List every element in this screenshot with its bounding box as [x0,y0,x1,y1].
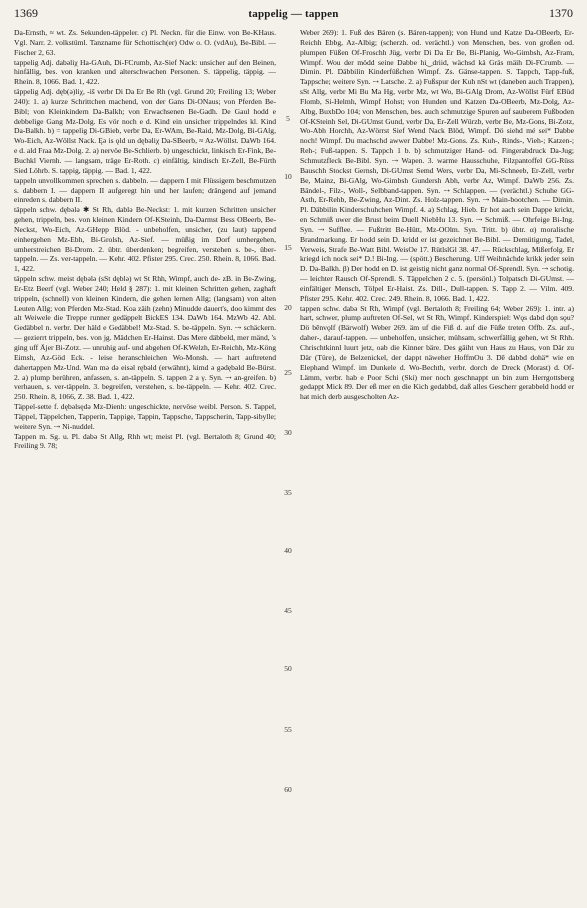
page-number-left: 1369 [14,6,38,20]
line-number: 60 [284,785,292,794]
line-number: 45 [284,606,292,615]
line-number: 20 [284,303,292,312]
entry-paragraph: täppelig Adj. dęb(ə)liχ, -iš verbr Di Da Er Be Rh (vgl. Grund 20; Freiling 13; Weber 240): 1. a) kurze Schrittchen machend, von der Gans Di-ONaus; von Pferden Be-Bibl; von Kleinkindern Da-Balkh; von Erwachsenen Be-Gadh. De Gaul hodd e debbelige Gang Mz-Dolg. Es vör noch e d. Kind ein unsicher trippelndes kl. Kind Da-Balkh. b) = tappelig Di-GBieb, verbr Da, Er-WAm, Be-Raid, Mz-Dolg, Bi-GAlg, Wo-Eich, Az-Wöllst Nack. Ęə is ǫld un dębəliχ Da-SBeerb, ≈ Az-Wöllst. DaWb 164. e d. ald Fraa Mz-Dolg. 2. a) nervöe Be-Schlierb. b) ungeschickt, linkisch Er-Fink, Be-Buchkl Viernh. — langsam, träge Er-Roth. c) einfältig, kindisch Er-Zell, Be-Fürth Sied Löhrb. S. tappig, täppig. — Bad. 1, 422. [14,87,276,175]
running-title: tappelig — tappen [248,8,339,20]
line-number: 55 [284,725,292,734]
line-number: 40 [284,546,292,555]
page-header [14,6,573,24]
entry-paragraph: Weber 269): 1. Fuß des Bären (s. Bären-tappen); von Hund und Katze Da-OBeerb, Er-Reichh Ebbg, Az-Albig; (scherzh. od. verächtl.) von Menschen, bes. von großen od. plumpen Füßen Of-Froschh Jüg, verbr Di Da Er Be, Bi-Planig, Wo-Gimbsh, Az-Fram, Wimpf. Wou der mödd seine Dabbe hi‿driid, wächsd kä Gräs mäih Di-FCrumb. — Dimin. Pl. Däbbilin Kinderfüßchen Wimpf. Zs. Gänse-tappen. S. Tappch, Tapp-fuß, Tappsche; weitere Syn. ⇢ Latsche. 2. a) Fußspur der Kuh nSt wt (daneben auch Trappen), sSt Allg, verbr Mi Bu Ma Hg, verbr Mz, wt Wo, Bi-GAlg Drom, Az-Wöllst Fürf EBüd Flomb, Si-Helmh, Wimpf Hohst; von Hunden und Katzen Da-OBeerb, Mz-Dolg, Az-Albg, BuxbDo 104; von Menschen, bes. auch schmutzige Spuren auf sauberem Fußboden Of-KSteinh Sel, Di-GUmst Gund, verbr Da, Er-Zell Würzb, verbr Be, Mz-Gons, Bi-Zotz, Wo-Abh Horchh, Az-Wörrst Sief Wend Nack Blöd, Wimpf. Dö siehd mé sei* Dabbe noch! Wimpf. Du machschd awwer Dabbe! Mz-Gons. Zs. Kuh-, Rinds-, Vieh-; Katzen-; Reh-; Fuß-tappen. S. Tappch 1 b. b) schmutziger Hand- od. Fingerabdruck Da-Jug; Schmutzfleck Be-Bibl. Syn. ⇢ Wapen. 3. warme Hausschuhe, Filzpantoffel GG-Rüss Bauschh Stockst Gernsh, Di-GUmst Semd Wers, verbr Da, Mi-Schneeb, Er-Zell, verbr Be, Mainz, Bi-GAlg, Wo-Gimbsh Gundersh Abh, verbr Az, Wimpf. DaWb 256. Zs. Bändel-, Filz-, Woll-, Selbband-tappen. Syn. ⇢ Schlappen. — (verächtl.) Schuhe GG-Asth, Er-Rehb, Be-Zwing, Az-Dint. Zs. Holz-tappen. Syn. ⇢ Main-bootchen. — Dimin. Pl. Däbbilin Kinderschuhchen Wimpf. 4. a) Schlag, Hieb. Er hot aach sein Dappe krickt, en Schmiß uwer die Brust beim Duell NiebHu 13. Syn. ⇢ Schmiß. — Ohrfeige Bi-Ing. Syn. ⇢ Sufflee. — Fußtritt Be-Hütt, Mz-OOlm. Syn. Tritt. b) übtr. α) moralische Brandmarkung. Er hodd sein D. kridd er ist gezeichnet Be-Bibl. — Demütigung, Tadel, Verweis, Strafe Be-Watt Bibl. WeisOe 17. RütlslGl 38. 47. — Rückschlag, Mißerfolg. Er kriegd ich nock sei* D.! Bi-Ing. — (spött.) Bescherung. Uff Weihnächde krikk jeder sein D. Da-Balkh. β) Der hodd en D. ist geistig nicht ganz normal Of-Sprendl. Syn. ⇢ schotig. — leichter Rausch Of-Sprendl. S. Täppelchen 2 c. 5. (persönl.) Tolpatsch Di-GUmst. — einfältiger Mensch, Tölpel Er-Haist. Zs. Dill-, Dull-tappen. S. Tapp 2. — Vilm. 409. Pfister 295. Kehr. 402. Crec. 249. Rhein. 8, 1066. Bad. 1, 422. [300,28,574,303]
entry-paragraph: tappeln unvollkommen sprechen s. dabbeln. — dappern I mit Flüssigem beschmutzen s. dabbern I. — dappern II aufgeregt hin und her laufen; drängend auf jemand einreden s. dabbern II. [14,175,276,205]
line-number: 30 [284,428,292,437]
line-number: 35 [284,488,292,497]
entry-paragraph: tappelig Adj. dabəliχ Ha-GAuh, Di-FCrumb, Az-Sief Nack: unsicher auf den Beinen, hinfällig, bes. von kranken und alterschwachen Personen. S. täppelig, täppig. — Rhein. 8, 1066. Bad. 1, 422. [14,57,276,87]
left-column [14,28,276,900]
line-number: 25 [284,368,292,377]
line-number: 5 [286,114,290,123]
line-number: 15 [284,243,292,252]
page-number-right: 1370 [548,6,573,20]
entry-paragraph: tappen schw. dabə St Rh, Wimpf (vgl. Bertaloth 8; Freiling 64; Weber 269): 1. intr. a) hart, schwer, plump auftreten Of-Sel, wt St Rh, Wimpf. Kinderspiel: Wǫs dabd dǫn sǫu? Dö bēnvǫlf (Bärwolf) Weber 269. äm uf die Fiß d. auf die Füße treten Offb. Zs. auf-, daher-, darauf-tappen. — unbeholfen, unsicher, mühsam, schwerfällig gehen, wt St Rhh. Chrischtkinnl luurt jetz, oab die Kinner bäre. Des gäiht vun Haus zu Haus, von Där zu Där (Türe), de Belzenickel, der dappt näweher HoffmOu 3. Dē dabbd dohä* wie en Elephand Wimpf. im Dunkele d. Wo-Bechth, verbr. dorch de Dreck (Morast) d. Of-Lämm, verbr. hab e Poor Schi (Ski) mer noch geschnappt un bin zum Herrgottsberg gedappt Mick 89. Der eß mer en die Kich gedabbd, daß alles Gescherr gerabbeld hodd er hat mich derb ausgescholten Az- [300,303,574,402]
line-number: 10 [284,172,292,181]
entry-paragraph: täppeln schw. meist dębələ (sSt dęblə) wt St Rhh, Wimpf, auch de- zB. in Be-Zwing, Er-Etz Beerf (vgl. Weber 240; Held § 287): 1. mit kleinen Schritten gehen, zaghaft trippeln, (schnell) von kleinen Kindern, die gehen lernen Allg; (langsam) von alten Leuten Allg; von Pferden Mz-Stad. Koa zäih (zehn) Minudde dauert's, doo kimmt des alt Weiwele die Treppe runner gedäppelt BickES 134. DaWb 164. MzWb 42. Abl. Gedäbbel n. verbr. Der häld e Gedäbbel! Mz-Stad. S. be-täppeln. Syn. ⇢ schäckern. — gezierrt trippeln, bes. von jg. Mädchen Er-Hainst. Das Mere däbbeld, mer mänd, 's ging uff Äjer Bi-Zotz. — unruhig auf- und abgehen Of-KWelzh, Er-Reichh, Mz-Köng Eimsh, Az-Göd Eck. - leise heranschleichen Wo-Monsh. — hart auftretend dahertappen Mz-Und. Wan mə də eisəl rębəld (erwähnt), kimd ə gədębəld Be-Bürst. 2. a) plump berühren, anfassen, s. an-täppeln. S. tappen 2 a γ. Syn. ⇢ an-greifen. b) verhauen, s. ver-täppeln. 3. begreifen, verstehen, s. be-täppeln. — Kehr. 402. Crec. 250. Rhein. 8, 1066, Z. 38. Bad. 1, 422. [14,274,276,402]
entry-paragraph: Da-Ernsth, ≈ wt. Zs. Sekunden-täppeler. c) Pl. Neckn. für die Einw. von Be-KHaus. Vgl. Narr. 2. volkstüml. Tanzname für Schottisch(er) Odw o. O. (vdAu), Be-Bibl. — Fischer 2, 63. [14,28,276,57]
right-column [300,28,574,900]
line-number-gutter [278,28,298,900]
entry-paragraph: Täppel-sette f. dębəlsędə Mz-Dienh: ungeschickte, nervöse weibl. Person. S. Tappel, Täppel, Täppelchen, Tapperin, Tappige, Tappin, Tappsche, Tappscherin, Tapp-sibylle; weitere Syn. ⇢ Ni-nuddel. [14,402,276,431]
line-number: 50 [284,664,292,673]
entry-paragraph: Tappen m. Sg. u. Pl. dabə St Allg, Rhh wt; meist Pl. (vgl. Bertaloth 8; Grund 40; Freiling 9. 78; [14,431,276,451]
entry-paragraph: täppeln schw. dębələ ✱ St Rh, dablə Be-Neckst: 1. mit kurzen Schritten unsicher gehen, trippeln, bes. von kleinen Kindern Of-KSteinh, Da-Darmst Bess OBeerb, Be-Neckst, Wo-Eich, Az-GHepp Blöd. - unbeholfen, unsicher, (zu laut) tappend einhergehen Mz-Ebh, Bi-Grolsh, Az-Sief. — müßig im Dorf umhergehen, umherstreichen Bi-Drom. 2. übtr. überdenken; begreifen, verstehen s. be-, über-tappeln. — Zs. ver-tappeln. — Kehr. 402. Pfister 295. Crec. 250. Rhein. 8, 1066. Bad. 1, 422. [14,205,276,274]
